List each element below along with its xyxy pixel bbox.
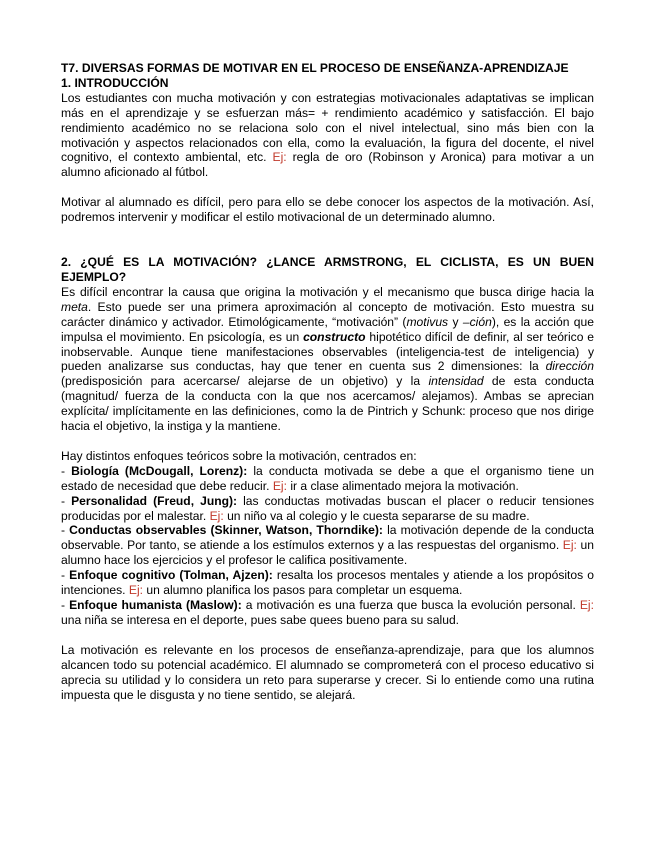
approaches-intro: Hay distintos enfoques teóricos sobre la motivación, centrados en: [61,448,417,463]
approach-example: un alumno planifica los pasos para completar un esquema. [146,583,463,598]
approach-example: ir a clase alimentado mejora la motivación. [290,478,519,493]
term-direccion: dirección [545,359,594,374]
approach-text: la conducta motivada se debe a que el organismo tiene un estado de necesidad que debe reducir. [61,463,594,493]
example-label: Ej: [562,538,577,553]
document-title: T7. DIVERSAS FORMAS DE MOTIVAR EN EL PROCESO DE ENSEÑANZA-APRENDIZAJE [61,61,569,75]
term-cion: –ción [462,314,492,329]
paragraph-spacer [61,180,594,195]
intro-example-text: regla de oro (Robinson y Aronica) para motivar a un alumno aficionado al fútbol. [61,150,594,180]
approach-name: Enfoque humanista (Maslow): [69,598,242,612]
definition-text-c: y [448,314,459,329]
definition-text-g: de esta conducta (magnitud/ fuerza de la conducta con la que nos acercamos/ alejamos). Ambas se aprecian explícita/ implícitamente en las definiciones, como la de Pintrich y Schunk: proceso que nos dirige hacia el objetivo, la instiga y la mantiene. [61,374,594,434]
motivation-difficulty-paragraph: Motivar al alumnado es difícil, pero para ello se debe conocer los aspectos de la motivación. Así, podremos intervenir y modificar el estilo motivacional de un determinado alumno. [61,195,594,225]
example-label: Ej: [272,150,287,165]
definition-text-b: . Esto puede ser una primera aproximación al concepto de motivación. Esto muestra su carácter dinámico y activador. Etimológicamente, “motivación” ( [61,299,594,329]
approach-text: resalta los procesos mentales y atiende a los propósitos o intenciones. [61,568,595,598]
list-item [61,464,594,494]
list-item [61,523,594,568]
approach-name: Biología (McDougall, Lorenz): [71,463,248,478]
example-label: Ej: [579,598,594,612]
definition-text-e: hipotético difícil de definir, al ser teórico e inobservable. Aunque tiene manifestaciones observables (inteligencia-test de inteligencia) y pueden analizarse sus conductas, hay que tener en cuenta sus 2 dimensiones: la [61,329,594,374]
section-spacer [61,225,594,255]
bullet-dash: - [61,523,70,538]
approach-example: un alumno hace los ejercicios y el profesor le califica positivamente. [61,538,594,568]
section-2-heading: 2. ¿QUÉ ES LA MOTIVACIÓN? ¿LANCE ARMSTRONG, EL CICLISTA, ES UN BUEN EJEMPLO? [61,255,594,284]
approach-text: a motivación es una fuerza que busca la evolución personal. [241,598,576,612]
paragraph-spacer [61,628,594,643]
list-item [61,494,594,524]
approach-text: la motivación depende de la conducta observable. Por tanto, se atiende a los estímulos externos y a las respuestas del organismo. [61,523,594,553]
approach-text: las conductas motivadas buscan el placer o reducir tensiones producidas por el malestar. [61,493,594,523]
list-item [61,568,594,598]
bullet-dash: - [61,463,72,478]
section-1-heading: 1. INTRODUCCIÓN [61,75,169,90]
list-item [61,598,594,628]
example-label: Ej: [128,583,144,598]
approach-name: Personalidad (Freud, Jung): [71,493,238,508]
term-meta: meta [61,299,88,314]
definition-text-a: Es difícil encontrar la causa que origina la motivación y el mecanismo que busca dirige hacia la [61,284,594,299]
intro-text: Los estudiantes con mucha motivación y con estrategias motivacionales adaptativas se implican más en el aprendizaje y se esfuerzan más= + rendimiento académico y satisfacción. El bajo rendimiento académico no se relaciona solo con el nivel intelectual, sino más bien con la motivación y aspectos relacionados con ella, como la evaluación, la figura del docente, el nivel cognitivo, el contexto ambiental, etc. [61,90,594,165]
approach-name: Enfoque cognitivo (Tolman, Ajzen): [69,568,273,583]
bullet-dash: - [61,493,72,508]
term-constructo: constructo [303,329,366,344]
example-label: Ej: [272,478,287,493]
term-motivus: motivus [406,314,449,329]
bullet-dash: - [61,598,70,612]
definition-text-d: ), es la acción que impulsa el movimiento. En psicología, es un [61,314,594,344]
approaches-list [61,464,594,628]
intro-paragraph [61,91,594,180]
term-intensidad: intensidad [428,374,484,389]
definition-paragraph [61,285,594,434]
document-page [61,61,594,702]
bullet-dash: - [61,568,70,583]
definition-text-f: (predisposición para acercarse/ alejarse de un objetivo) y la [61,374,421,389]
example-label: Ej: [209,508,224,523]
approach-example: una niña se interesa en el deporte, pues sabe quees bueno para su salud. [61,612,460,627]
approach-example: un niño va al colegio y le cuesta separarse de su madre. [227,508,530,523]
conclusion-paragraph: La motivación es relevante en los procesos de enseñanza-aprendizaje, para que los alumnos alcancen todo su potencial académico. El alumnado se comprometerá con el proceso educativo si aprecia su utilidad y lo considera un reto para superarse y crecer. Si lo entiende como una rutina impuesta que le disgusta y no tiene sentido, se alejará. [61,642,594,702]
approach-name: Conductas observables (Skinner, Watson, Thorndike): [69,523,383,538]
paragraph-spacer [61,434,594,449]
